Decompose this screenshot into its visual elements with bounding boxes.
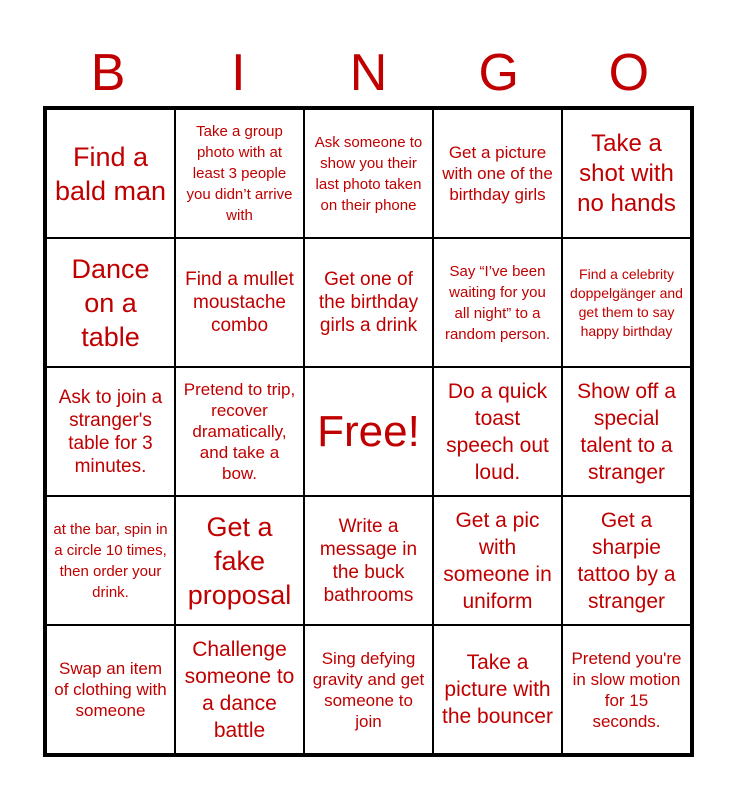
bingo-cell-r2-c4[interactable]	[433, 238, 562, 367]
cell-text: Get a picture with one of the birthday girls	[442, 143, 553, 204]
header-letter-g: G	[478, 44, 519, 102]
bingo-cell-r5-c3[interactable]	[304, 625, 433, 754]
bingo-card	[43, 106, 694, 757]
bingo-cell-r1-c3[interactable]	[304, 109, 433, 238]
bingo-cell-r4-c2[interactable]	[175, 496, 304, 625]
bingo-cell-r3-c2[interactable]	[175, 367, 304, 496]
cell-text: Take a shot with no hands	[577, 129, 676, 217]
header-letter-i: I	[231, 44, 246, 102]
bingo-cell-r5-c1[interactable]	[46, 625, 175, 754]
cell-text: Find a bald man	[54, 141, 167, 206]
cell-text: Get a pic with someone in uniform	[443, 508, 552, 613]
cell-text: Ask someone to show you their last photo taken on their phone	[314, 133, 423, 214]
bingo-cell-r4-c3[interactable]	[304, 496, 433, 625]
cell-text: Find a mullet moustache combo	[185, 269, 294, 336]
bingo-cell-r2-c5[interactable]	[562, 238, 691, 367]
cell-text: Challenge someone to a dance battle	[184, 637, 295, 742]
cell-text: Do a quick toast speech out loud.	[446, 379, 549, 484]
bingo-cell-r2-c1[interactable]	[46, 238, 175, 367]
header-letter-b: B	[90, 44, 126, 102]
bingo-cell-r5-c2[interactable]	[175, 625, 304, 754]
cell-text: Show off a special talent to a stranger	[577, 379, 676, 484]
bingo-cell-r4-c1[interactable]	[46, 496, 175, 625]
bingo-cell-r4-c4[interactable]	[433, 496, 562, 625]
bingo-cell-r5-c4[interactable]	[433, 625, 562, 754]
cell-text: Say “I’ve been waiting for you all night” to a random person.	[444, 262, 551, 343]
header-letter-o: O	[608, 44, 650, 102]
cell-text: Take a picture with the bouncer	[442, 651, 553, 728]
bingo-cell-r3-c1[interactable]	[46, 367, 175, 496]
cell-text: Sing defying gravity and get someone to join	[312, 648, 425, 731]
cell-text: Get a sharpie tattoo by a stranger	[577, 508, 676, 613]
bingo-cell-r3-c5[interactable]	[562, 367, 691, 496]
cell-text: Take a group photo with at least 3 people you didn’t arrive with	[186, 123, 293, 224]
bingo-cell-r1-c1[interactable]	[46, 109, 175, 238]
bingo-cell-r3-c4[interactable]	[433, 367, 562, 496]
bingo-cell-r2-c3[interactable]	[304, 238, 433, 367]
bingo-cell-r1-c5[interactable]	[562, 109, 691, 238]
cell-text: Swap an item of clothing with someone	[54, 659, 167, 720]
cell-text: Find a celebrity doppelgänger and get them to say happy birthday	[570, 265, 683, 339]
bingo-cell-r2-c2[interactable]	[175, 238, 304, 367]
cell-text: Pretend you're in slow motion for 15 seconds.	[571, 648, 682, 731]
cell-text: at the bar, spin in a circle 10 times, then order your drink.	[53, 520, 168, 601]
bingo-cell-r5-c5[interactable]	[562, 625, 691, 754]
cell-text: Get one of the birthday girls a drink	[318, 269, 419, 336]
bingo-cell-r1-c2[interactable]	[175, 109, 304, 238]
cell-text: Pretend to trip, recover dramatically, and take a bow.	[183, 380, 296, 483]
cell-text: Ask to join a stranger's table for 3 minutes.	[58, 386, 163, 477]
bingo-cell-r4-c5[interactable]	[562, 496, 691, 625]
cell-text: Write a message in the buck bathrooms	[319, 515, 418, 606]
bingo-header	[43, 40, 694, 106]
header-letter-n: N	[349, 44, 388, 102]
bingo-cell-r1-c4[interactable]	[433, 109, 562, 238]
free-space: Free!	[317, 406, 420, 456]
bingo-cell-r3-c3[interactable]	[304, 367, 433, 496]
cell-text: Dance on a table	[71, 253, 150, 352]
cell-text: Get a fake proposal	[187, 511, 292, 610]
